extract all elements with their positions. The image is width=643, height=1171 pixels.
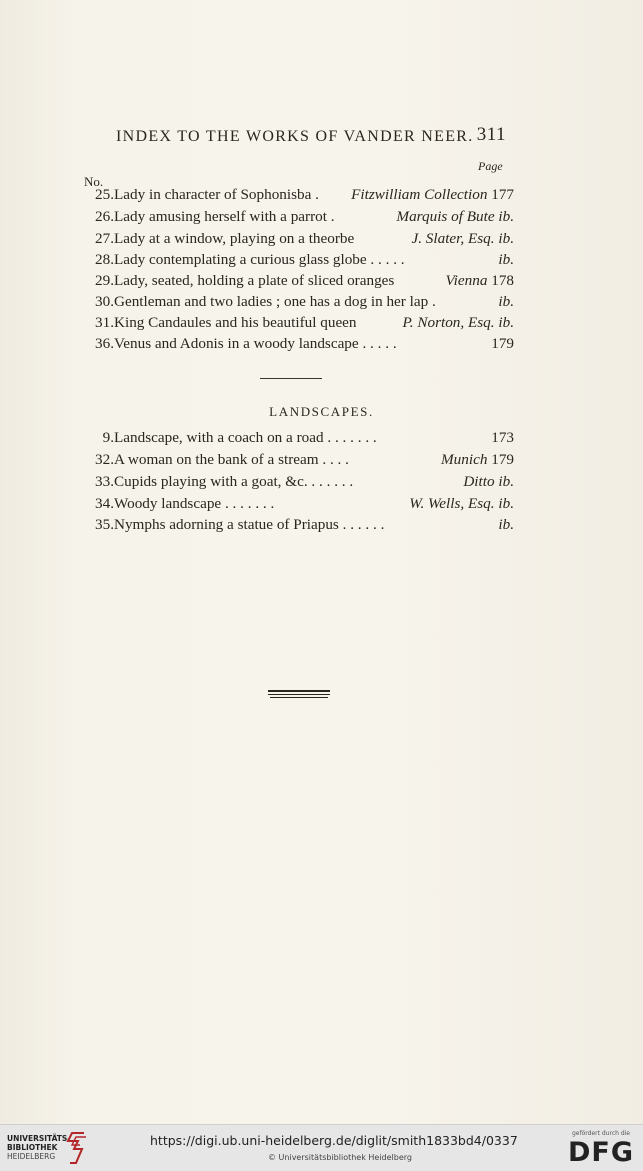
index-entry bbox=[84, 272, 514, 292]
end-rule-thick bbox=[268, 690, 330, 692]
index-entry bbox=[84, 230, 514, 250]
entry-page: 177 bbox=[491, 186, 514, 203]
entry-owner: Vienna bbox=[445, 272, 488, 289]
end-rule-thin bbox=[268, 694, 330, 695]
entry-number: 26. bbox=[95, 208, 114, 225]
entry-title: Landscape, with a coach on a road . . . . . . . bbox=[114, 429, 377, 446]
index-entry bbox=[84, 335, 514, 355]
dfg-logo-icon: DFG bbox=[568, 1137, 635, 1168]
index-entry bbox=[84, 208, 514, 228]
end-rule-thin bbox=[270, 697, 328, 698]
entry-owner: W. Wells, Esq. bbox=[409, 495, 495, 512]
index-entry bbox=[84, 251, 514, 271]
entry-title: Lady amusing herself with a parrot . bbox=[114, 208, 335, 225]
library-name bbox=[7, 1134, 70, 1161]
entry-number: 30. bbox=[95, 293, 114, 310]
entry-page: 179 bbox=[491, 451, 514, 468]
entry-owner: Marquis of Bute bbox=[396, 208, 495, 225]
entry-number: 33. bbox=[95, 473, 114, 490]
entry-number: 28. bbox=[95, 251, 114, 268]
entry-page: 179 bbox=[491, 335, 514, 352]
entry-owner: Munich bbox=[441, 451, 488, 468]
entry-number: 34. bbox=[95, 495, 114, 512]
permalink-url[interactable]: https://digi.ub.uni-heidelberg.de/diglit/smith1833bd4/0337 bbox=[150, 1133, 518, 1148]
index-entry bbox=[84, 314, 514, 334]
entry-title: Venus and Adonis in a woody landscape . . . . . bbox=[114, 335, 397, 352]
running-head-title: INDEX TO THE WORKS OF VANDER NEER. bbox=[116, 128, 474, 145]
entry-page: ib. bbox=[498, 293, 514, 310]
entry-number: 27. bbox=[95, 230, 114, 247]
funder-note: gefördert durch die bbox=[572, 1130, 630, 1137]
entry-title: Cupids playing with a goat, &c. . . . . . . bbox=[114, 473, 354, 490]
entry-title: Lady at a window, playing on a theorbe bbox=[114, 230, 355, 247]
entry-page: ib. bbox=[498, 473, 514, 490]
entry-page: ib. bbox=[498, 251, 514, 268]
entry-title: A woman on the bank of a stream . . . . bbox=[114, 451, 349, 468]
entry-number: 9. bbox=[102, 429, 114, 446]
entry-page: 178 bbox=[491, 272, 514, 289]
entry-title: Woody landscape . . . . . . . bbox=[114, 495, 275, 512]
entry-title: King Candaules and his beautiful queen bbox=[114, 314, 357, 331]
page-number: 311 bbox=[476, 124, 506, 145]
index-entry bbox=[84, 429, 514, 449]
entry-owner: P. Norton, Esq. bbox=[402, 314, 495, 331]
index-entry bbox=[84, 186, 514, 206]
entry-title: Lady, seated, holding a plate of sliced oranges bbox=[114, 272, 395, 289]
entry-number: 35. bbox=[95, 516, 114, 533]
library-name-line: BIBLIOTHEK bbox=[7, 1143, 58, 1152]
running-head bbox=[116, 124, 506, 146]
index-entry bbox=[84, 495, 514, 515]
index-entry bbox=[84, 451, 514, 471]
library-name-line: UNIVERSITÄTS- bbox=[7, 1134, 71, 1143]
column-label-no: No. bbox=[84, 174, 104, 189]
entry-page: ib. bbox=[498, 516, 514, 533]
section-heading: LANDSCAPES. bbox=[269, 404, 374, 419]
entry-page: 173 bbox=[491, 429, 514, 446]
entry-page: ib. bbox=[498, 314, 514, 331]
library-name-line: HEIDELBERG bbox=[7, 1152, 56, 1161]
entry-number: 29. bbox=[95, 272, 114, 289]
entry-page: ib. bbox=[498, 230, 514, 247]
entry-number: 32. bbox=[95, 451, 114, 468]
entry-page: ib. bbox=[498, 208, 514, 225]
index-entry bbox=[84, 473, 514, 493]
entry-title: Gentleman and two ladies ; one has a dog in her lap . bbox=[114, 293, 436, 310]
entry-title: Lady contemplating a curious glass globe . . . . . bbox=[114, 251, 405, 268]
entry-number: 36. bbox=[95, 335, 114, 352]
entry-number: 31. bbox=[95, 314, 114, 331]
index-entry bbox=[84, 516, 514, 536]
library-logo-icon bbox=[62, 1129, 92, 1167]
entry-page: ib. bbox=[498, 495, 514, 512]
entry-title: Nymphs adorning a statue of Priapus . . . . . . bbox=[114, 516, 385, 533]
entry-owner: Ditto bbox=[463, 473, 495, 490]
entry-owner: J. Slater, Esq. bbox=[411, 230, 495, 247]
entry-owner: Fitzwilliam Collection bbox=[351, 186, 488, 203]
column-label-page: Page bbox=[478, 159, 503, 173]
viewer-footer bbox=[0, 1124, 643, 1171]
index-entry bbox=[84, 293, 514, 313]
entry-number: 25. bbox=[95, 186, 114, 203]
section-divider bbox=[260, 378, 322, 379]
entry-title: Lady in character of Sophonisba . bbox=[114, 186, 319, 203]
copyright-notice: © Universitätsbibliothek Heidelberg bbox=[268, 1153, 413, 1162]
